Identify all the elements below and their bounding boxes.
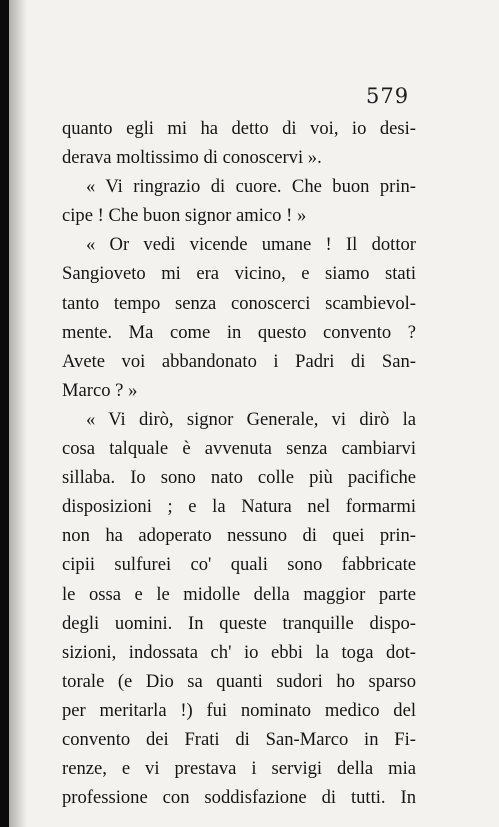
text-line-23: renze, e vi prestava i servigi della mia bbox=[62, 758, 416, 780]
text-line-7: tanto tempo senza conoscerci scambievol- bbox=[62, 292, 416, 314]
binding-shadow bbox=[9, 0, 27, 827]
text-line-19: sizioni, indossata ch' io ebbi la toga dot- bbox=[62, 641, 416, 663]
text-line-17: le ossa e le midolle della maggior parte bbox=[62, 583, 416, 605]
text-line-15: non ha adoperato nessuno di quei prin- bbox=[62, 525, 416, 547]
body-text bbox=[62, 114, 416, 812]
text-line-9: Avete voi abbandonato i Padri di San- bbox=[62, 350, 416, 372]
text-line-24: professione con soddisfazione di tutti. In bbox=[62, 787, 416, 809]
text-line-22: convento dei Frati di San-Marco in Fi- bbox=[62, 728, 416, 750]
page-number: 579 bbox=[366, 84, 410, 108]
text-line-10: Marco ? » bbox=[62, 379, 138, 401]
text-line-2: derava moltissimo di conoscervi ». bbox=[62, 147, 322, 169]
text-line-20: torale (e Dio sa quanti sudori ho sparso bbox=[62, 670, 416, 692]
text-line-6: Sangioveto mi era vicino, e siamo stati bbox=[62, 263, 416, 285]
text-line-5: « Or vedi vicende umane ! Il dottor bbox=[86, 234, 416, 256]
text-line-1: quanto egli mi ha detto di voi, io desi- bbox=[62, 118, 416, 139]
text-line-16: cipii sulfurei co' quali sono fabbricate bbox=[62, 554, 416, 576]
text-line-21: per meritarla !) fui nominato medico del bbox=[62, 699, 416, 721]
text-line-14: disposizioni ; e la Natura nel formarmi bbox=[62, 496, 416, 518]
text-line-13: sillaba. Io sono nato colle più pacifiche bbox=[62, 467, 416, 489]
text-line-18: degli uomini. In queste tranquille dispo- bbox=[62, 612, 416, 634]
text-line-11: « Vi dirò, signor Generale, vi dirò la bbox=[86, 408, 416, 430]
binding-edge bbox=[0, 0, 9, 827]
text-line-4: cipe ! Che buon signor amico ! » bbox=[62, 205, 307, 227]
text-line-3: « Vi ringrazio di cuore. Che buon prin- bbox=[86, 176, 416, 198]
text-line-12: cosa talquale è avvenuta senza cambiarvi bbox=[62, 438, 416, 460]
text-line-8: mente. Ma come in questo convento ? bbox=[62, 321, 416, 343]
